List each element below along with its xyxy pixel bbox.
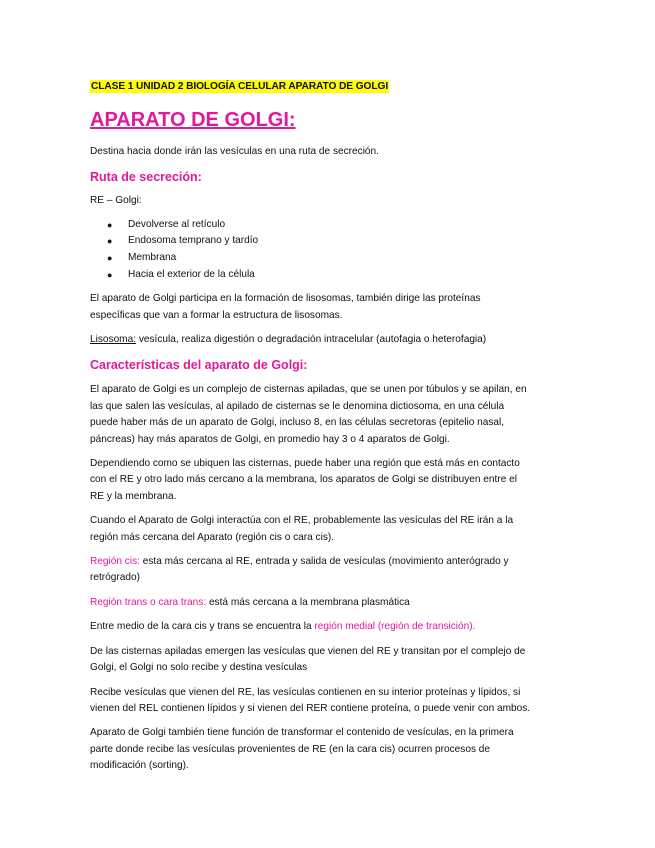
region-cis-paragraph: Región cis: esta más cercana al RE, entrada y salida de vesículas (movimiento anterógrado y retrógrado) [90, 556, 509, 584]
lisosoma-definition: Lisosoma: vesícula, realiza digestión o degradación intracelular (autofagia o heterofagia) [90, 334, 487, 345]
bullet-icon: ● [107, 219, 113, 230]
paragraph-cisternas: El aparato de Golgi es un complejo de cisternas apiladas, que se unen por túbulos y se apilan, en las que salen las vesículas, al apilado de cisternas se le denomina dictiosoma, en una célula puede haber más de un aparato de Golgi, incluso 8, en las células secretoras (epitelio nasal, páncreas) hay más aparatos de Golgi, en promedio hay 3 o 4 aparatos de Golgi. [90, 384, 527, 445]
document-content [90, 76, 568, 775]
list-item: ● Endosoma temprano y tardío [107, 233, 568, 250]
list-item: ● Hacia el exterior de la célula [107, 267, 568, 284]
region-medial-paragraph: Entre medio de la cara cis y trans se encuentra la región medial (región de transición). [90, 621, 476, 633]
paragraph-recibe: Recibe vesículas que vienen del RE, las vesículas contienen en su interior proteínas y lípidos, si vienen del REL contienen lípidos y si vienen del RER contiene proteína, o puede venir con ambos. [90, 686, 531, 714]
region-trans-label: Región trans o cara trans: [90, 596, 207, 608]
page-title: APARATO DE GOLGI: [90, 109, 296, 131]
paragraph-ubicacion: Dependiendo como se ubiquen las cisternas, puede haber una región que está más en contacto con el RE y otro lado más cercano a la membrana, los aparatos de Golgi se distribuyen entre el RE y la membrana. [90, 458, 520, 502]
re-golgi-label: RE – Golgi: [90, 195, 142, 207]
region-medial-highlight: región medial (región de transición). [314, 621, 476, 633]
ruta-heading: Ruta de secreción: [90, 170, 202, 185]
lisosoma-term: Lisosoma: [90, 334, 137, 345]
ruta-list [90, 217, 568, 283]
lisosomas-paragraph: El aparato de Golgi participa en la formación de lisosomas, también dirige las proteínas específicas que van a formar la estructura de lisosomas. [90, 293, 481, 321]
intro-text: Destina hacia donde irán las vesículas en una ruta de secreción. [90, 146, 379, 157]
region-cis-label: Región cis: [90, 556, 140, 568]
list-item: ● Devolverse al retículo [107, 217, 568, 234]
document-header: CLASE 1 UNIDAD 2 BIOLOGÍA CELULAR APARATO DE GOLGI [91, 81, 389, 92]
paragraph-interaccion: Cuando el Aparato de Golgi interactúa con el RE, probablemente las vesículas del RE irán a la región más cercana del Aparato (región cis o cara cis). [90, 515, 514, 543]
bullet-icon: ● [107, 253, 113, 263]
bullet-icon: ● [107, 236, 113, 247]
bullet-icon: ● [107, 269, 113, 280]
region-trans-paragraph: Región trans o cara trans: está más cercana a la membrana plasmática [90, 596, 410, 608]
header-line-wrap [90, 76, 568, 94]
paragraph-transformar: Aparato de Golgi también tiene función de transformar el contenido de vesículas, en la primera parte donde recibe las vesículas provenientes de RE (en la cara cis) ocurren procesos de modificación (sorting). [90, 727, 514, 772]
paragraph-emergen: De las cisternas apiladas emergen las vesículas que vienen del RE y transitan por el complejo de Golgi, el Golgi no solo recibe y destina vesículas [90, 645, 526, 674]
list-item: ● Membrana [107, 250, 568, 267]
caracteristicas-heading: Características del aparato de Golgi: [90, 358, 308, 373]
